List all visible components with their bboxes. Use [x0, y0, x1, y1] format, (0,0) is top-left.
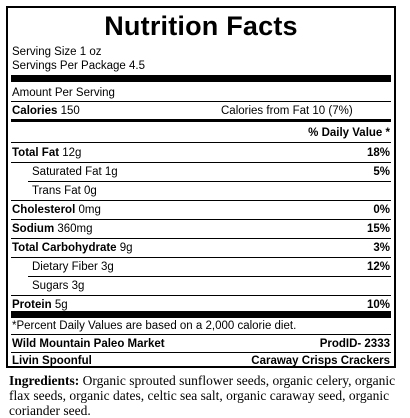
nutrient-dv: 3%	[373, 242, 390, 254]
divider	[11, 142, 391, 143]
calories-row	[12, 104, 390, 118]
ingredients-heading: Ingredients:	[9, 373, 83, 388]
divider-thick-2	[11, 311, 391, 318]
serving-size: Serving Size 1 oz	[12, 46, 102, 58]
nutrient-label: Protein	[12, 299, 55, 311]
nutrient-dv: 15%	[366, 223, 390, 235]
calories-value: 150	[60, 105, 80, 117]
nutrient-row-sugars	[32, 279, 390, 293]
divider	[11, 101, 391, 102]
nutrient-label: Dietary Fiber	[32, 261, 102, 273]
nutrient-row-protein	[12, 298, 390, 312]
footnote: *Percent Daily Values are based on a 2,000 calorie diet.	[12, 320, 297, 332]
nutrient-label: Cholesterol	[12, 204, 79, 216]
divider	[11, 352, 391, 353]
product-name: Caraway Crisps Crackers	[251, 355, 390, 367]
nutrient-row-cholesterol	[12, 203, 390, 217]
ingredients-text: Organic sprouted sunflower seeds, organic celery, organic flax seeds, organic dates, celtic sea salt, organic caraway seed, organic coriander seed.	[9, 373, 396, 418]
divider	[28, 181, 391, 182]
product-id: ProdID- 2333	[319, 338, 390, 350]
servings-per-package: Servings Per Package 4.5	[12, 60, 145, 72]
nutrient-label: Trans Fat	[32, 185, 84, 197]
nutrient-amount: 3g	[71, 280, 85, 292]
divider-medium	[11, 119, 391, 122]
divider	[11, 295, 391, 296]
nutrient-label: Sugars	[32, 280, 72, 292]
nutrient-row-total-fat	[12, 146, 390, 160]
nutrient-dv: 12%	[366, 261, 390, 273]
nutrient-row-dietary-fiber	[32, 260, 390, 274]
nutrient-amount: 1g	[104, 166, 118, 178]
divider-thick-1	[11, 75, 391, 82]
calories-label: Calories	[12, 105, 61, 117]
store-name: Livin Spoonful	[12, 355, 92, 367]
nutrition-facts-label	[6, 6, 396, 368]
nutrient-row-trans-fat	[32, 184, 390, 198]
nutrient-amount: 360mg	[57, 223, 93, 235]
nutrient-amount: 3g	[101, 261, 114, 273]
divider	[28, 276, 391, 277]
nutrient-label: Saturated Fat	[32, 166, 105, 178]
calories-from-fat: Calories from Fat 10 (7%)	[221, 105, 353, 117]
nutrient-label: Total Fat	[12, 147, 63, 159]
nutrient-label: Sodium	[12, 223, 58, 235]
ingredients-block	[9, 373, 401, 418]
brand-row	[12, 337, 390, 351]
divider	[11, 162, 391, 163]
nutrient-dv: 10%	[366, 299, 390, 311]
nutrient-dv: 5%	[373, 166, 390, 178]
nutrient-amount: 0g	[83, 185, 97, 197]
brand-name: Wild Mountain Paleo Market	[12, 338, 165, 350]
nutrient-amount: 12g	[62, 147, 82, 159]
divider	[11, 200, 391, 201]
nutrient-amount: 5g	[54, 299, 68, 311]
nutrient-amount: 9g	[119, 242, 133, 254]
nutrient-row-saturated-fat	[32, 165, 390, 179]
nutrient-dv: 18%	[366, 147, 390, 159]
divider	[11, 219, 391, 220]
divider	[11, 257, 391, 258]
nutrient-label: Total Carbohydrate	[12, 242, 120, 254]
nutrient-row-total-carbohydrate	[12, 241, 390, 255]
nutrient-dv: 0%	[373, 204, 390, 216]
daily-value-header: % Daily Value *	[308, 127, 390, 139]
nutrient-amount: 0mg	[78, 204, 101, 216]
divider	[11, 334, 391, 335]
divider	[11, 238, 391, 239]
store-row	[12, 354, 390, 368]
label-title: Nutrition Facts	[104, 11, 298, 41]
amount-per-serving: Amount Per Serving	[12, 87, 115, 99]
nutrient-row-sodium	[12, 222, 390, 236]
